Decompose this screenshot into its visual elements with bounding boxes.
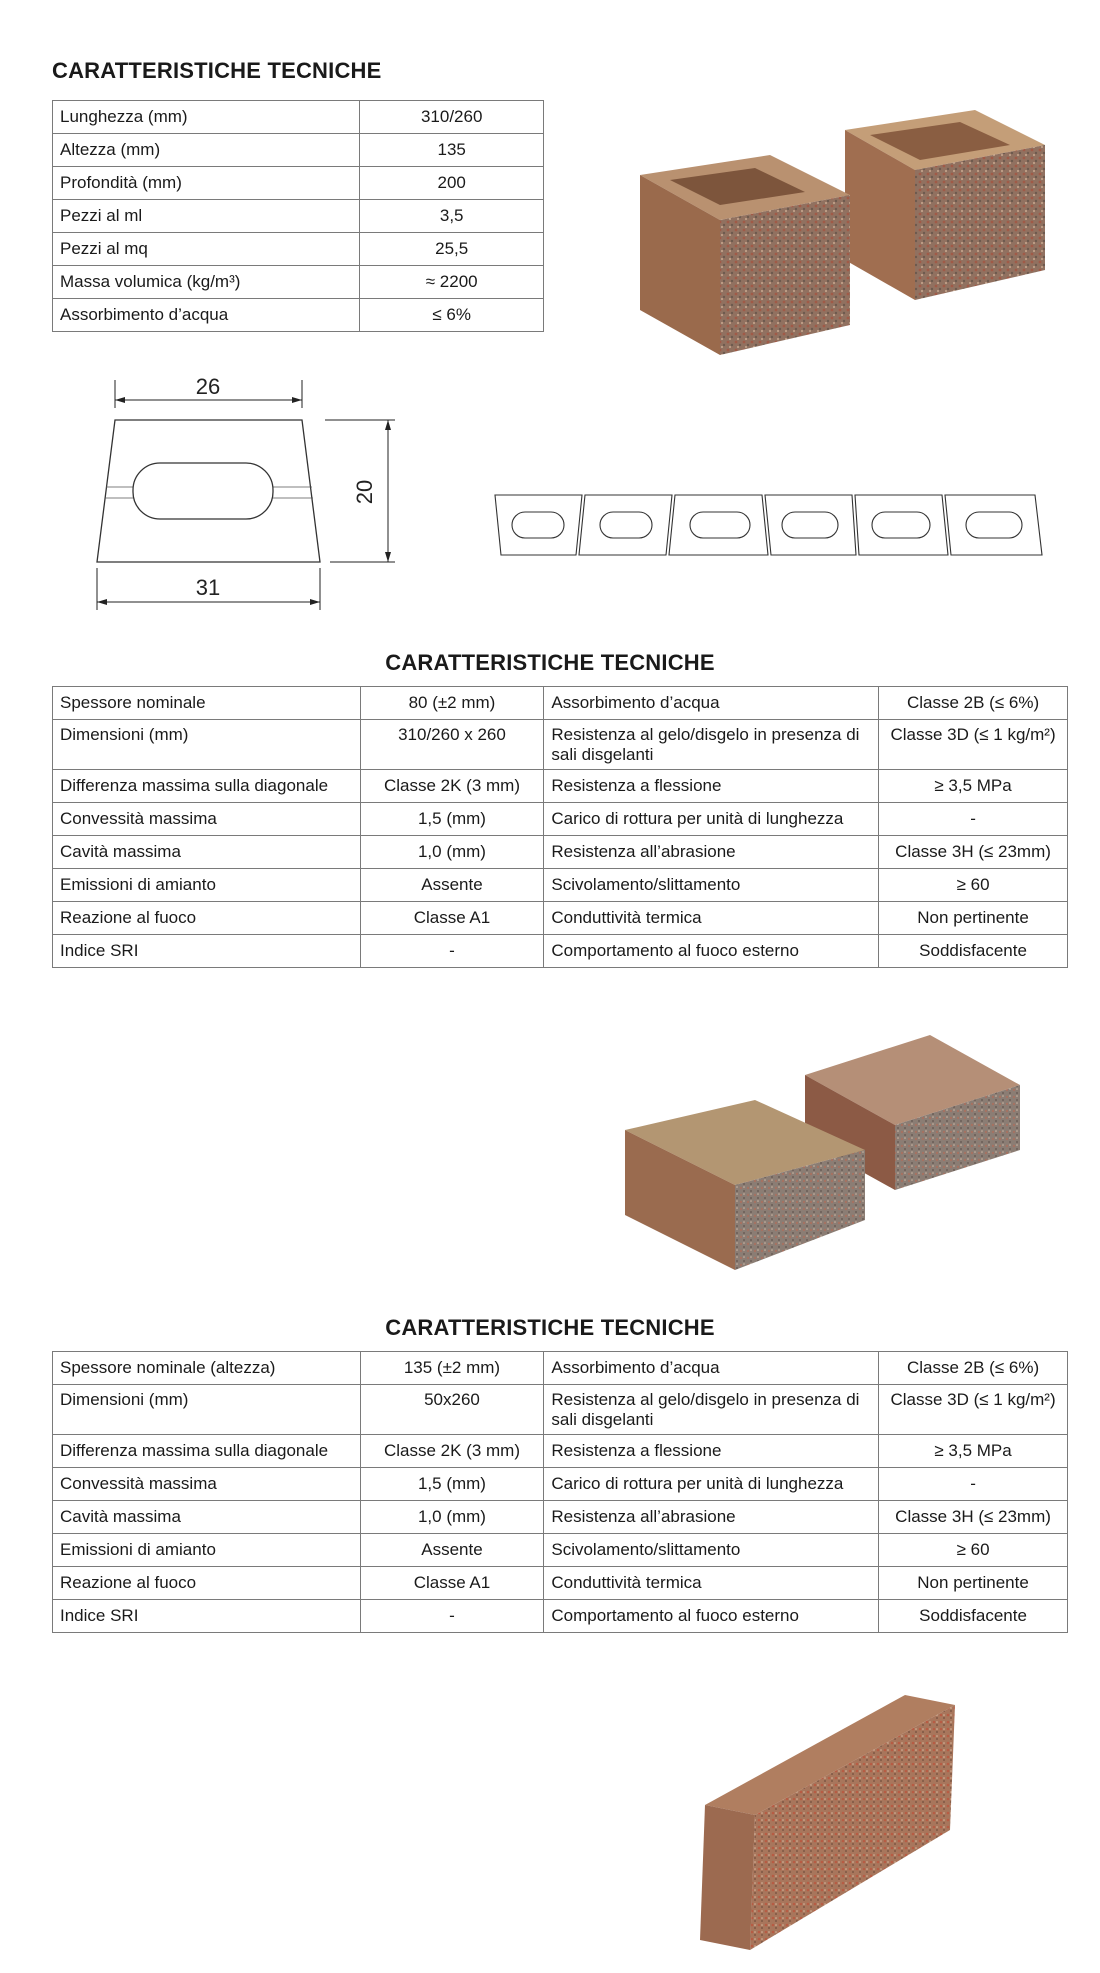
spec-label: Conduttività termica [544,1567,879,1600]
spec-label: Convessità massima [53,803,361,836]
spec-label: Pezzi al mq [53,233,360,266]
spec-value: 3,5 [360,200,544,233]
spec-label: Profondità (mm) [53,167,360,200]
spec-label: Massa volumica (kg/m³) [53,266,360,299]
spec-value: Assente [360,1534,544,1567]
spec-label: Reazione al fuoco [53,902,361,935]
height-label: 20 [352,479,377,505]
spec-label: Scivolamento/slittamento [544,869,879,902]
table-row [53,1534,1068,1567]
spec-label: Resistenza all’abrasione [544,1501,879,1534]
section-3-title: CARATTERISTICHE TECNICHE [385,1315,715,1340]
table-row [53,134,544,167]
spec-value: Classe A1 [360,902,544,935]
table-row [53,935,1068,968]
table-row [53,720,1068,770]
spec-label: Scivolamento/slittamento [544,1534,879,1567]
spec-label: Spessore nominale (altezza) [53,1352,361,1385]
capstone-photo [680,1685,980,1965]
block-dimension-drawing [90,370,410,620]
table-row [53,803,1068,836]
spec-value: - [879,803,1068,836]
spec-label: Carico di rottura per unità di lunghezza [544,1468,879,1501]
spec-value: 135 (±2 mm) [360,1352,544,1385]
spec-label: Assorbimento d’acqua [544,687,879,720]
spec-label: Cavità massima [53,1501,361,1534]
table-row [53,299,544,332]
table-row [53,1468,1068,1501]
wall-blocks-photo [630,100,1060,370]
table-row [53,1435,1068,1468]
table-row [53,101,544,134]
spec-value: ≥ 60 [879,1534,1068,1567]
section-2-spec-table [52,686,1068,968]
spec-label: Indice SRI [53,935,361,968]
table-row [53,233,544,266]
spec-value: - [879,1468,1068,1501]
spec-value: 135 [360,134,544,167]
spec-value: 1,5 (mm) [360,803,544,836]
spec-value: 1,5 (mm) [360,1468,544,1501]
spec-label: Spessore nominale [53,687,361,720]
spec-label: Differenza massima sulla diagonale [53,1435,361,1468]
spec-value: - [360,935,544,968]
spec-value: ≈ 2200 [360,266,544,299]
spec-label: Resistenza a flessione [544,1435,879,1468]
spec-label: Altezza (mm) [53,134,360,167]
block-layout-plan-drawing [490,490,1060,560]
spec-value: Soddisfacente [879,1600,1068,1633]
spec-label: Differenza massima sulla diagonale [53,770,361,803]
spec-value: 310/260 [360,101,544,134]
spec-label: Conduttività termica [544,902,879,935]
spec-value: 1,0 (mm) [360,836,544,869]
table-row [53,1567,1068,1600]
spec-label: Dimensioni (mm) [53,1385,361,1435]
spec-value: ≥ 60 [879,869,1068,902]
spec-value: 1,0 (mm) [360,1501,544,1534]
table-row [53,167,544,200]
spec-value: Non pertinente [879,1567,1068,1600]
spec-label: Dimensioni (mm) [53,720,361,770]
spec-value: Classe A1 [360,1567,544,1600]
spec-value: 50x260 [360,1385,544,1435]
spec-label: Lunghezza (mm) [53,101,360,134]
spec-value: ≤ 6% [360,299,544,332]
spec-label: Resistenza al gelo/disgelo in presenza di sali disgelanti [544,720,879,770]
table-row [53,200,544,233]
table-row [53,836,1068,869]
coping-slabs-photo [620,1025,1030,1295]
section-2-title: CARATTERISTICHE TECNICHE [385,650,715,675]
spec-value: Soddisfacente [879,935,1068,968]
spec-label: Resistenza a flessione [544,770,879,803]
spec-label: Cavità massima [53,836,361,869]
spec-label: Emissioni di amianto [53,869,361,902]
spec-value: ≥ 3,5 MPa [879,770,1068,803]
spec-value: Classe 3H (≤ 23mm) [879,836,1068,869]
spec-label: Indice SRI [53,1600,361,1633]
spec-value: Assente [360,869,544,902]
spec-label: Reazione al fuoco [53,1567,361,1600]
table-row [53,869,1068,902]
spec-value: Classe 2B (≤ 6%) [879,687,1068,720]
spec-value: 25,5 [360,233,544,266]
spec-label: Resistenza al gelo/disgelo in presenza di sali disgelanti [544,1385,879,1435]
spec-label: Emissioni di amianto [53,1534,361,1567]
table-row [53,1600,1068,1633]
spec-value: - [360,1600,544,1633]
section-3-spec-table [52,1351,1068,1633]
section-1-title: CARATTERISTICHE TECNICHE [52,58,382,83]
spec-label: Comportamento al fuoco esterno [544,1600,879,1633]
spec-value: Classe 2K (3 mm) [360,770,544,803]
table-row [53,1501,1068,1534]
spec-value: 80 (±2 mm) [360,687,544,720]
bottom-width-label: 31 [195,575,221,600]
spec-value: 200 [360,167,544,200]
spec-label: Resistenza all’abrasione [544,836,879,869]
table-row [53,1385,1068,1435]
spec-value: Classe 2K (3 mm) [360,1435,544,1468]
spec-value: 310/260 x 260 [360,720,544,770]
spec-value: Classe 3D (≤ 1 kg/m²) [879,720,1068,770]
spec-value: Classe 3D (≤ 1 kg/m²) [879,1385,1068,1435]
top-width-label: 26 [195,374,221,399]
table-row [53,266,544,299]
table-row [53,770,1068,803]
spec-label: Assorbimento d’acqua [544,1352,879,1385]
table-row [53,902,1068,935]
spec-value: Non pertinente [879,902,1068,935]
table-row [53,687,1068,720]
spec-label: Comportamento al fuoco esterno [544,935,879,968]
spec-value: Classe 2B (≤ 6%) [879,1352,1068,1385]
section-1-spec-table [52,100,544,332]
spec-label: Convessità massima [53,1468,361,1501]
spec-label: Assorbimento d’acqua [53,299,360,332]
spec-value: ≥ 3,5 MPa [879,1435,1068,1468]
table-row [53,1352,1068,1385]
spec-label: Pezzi al ml [53,200,360,233]
spec-label: Carico di rottura per unità di lunghezza [544,803,879,836]
spec-value: Classe 3H (≤ 23mm) [879,1501,1068,1534]
